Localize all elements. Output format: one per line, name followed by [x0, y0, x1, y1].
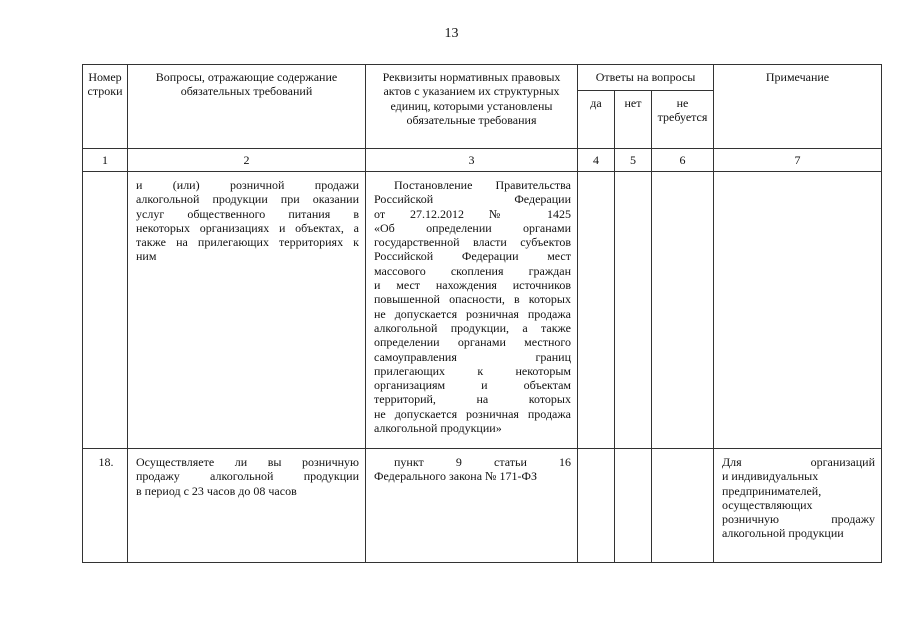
row-number: 18.: [83, 449, 128, 563]
requisite-line: алкогольной продукции, а также: [374, 320, 571, 335]
column-number: 3: [366, 149, 578, 172]
note-line: розничную продажу: [722, 512, 875, 527]
question-line: продажу алкогольной продукции: [136, 469, 359, 484]
requisite-line: Российской Федерации: [374, 192, 571, 207]
note-line: Для организаций: [722, 455, 875, 469]
question-line: услуг общественного питания в: [136, 206, 359, 221]
column-number: 1: [83, 149, 128, 172]
note-cell: [714, 449, 882, 563]
requisite-line: организациям и объектам: [374, 378, 571, 393]
requisite-line: и мест нахождения источников: [374, 278, 571, 293]
requisite-line: повышенной опасности, в которых: [374, 292, 571, 307]
requisite-line: территорий, на которых: [374, 392, 571, 407]
requisite-line: не допускается розничная продажа: [374, 306, 571, 321]
question-line: алкогольной продукции при оказании: [136, 192, 359, 207]
requisite-line: пункт 9 статьи 16: [394, 455, 571, 469]
requisite-line: самоуправления границ: [374, 349, 571, 364]
question-cell: [128, 172, 366, 449]
answer-no-cell[interactable]: [615, 449, 652, 563]
answer-yes-cell[interactable]: [578, 172, 615, 449]
note-line: и индивидуальных: [722, 469, 819, 484]
column-number: 6: [652, 149, 714, 172]
column-number: 5: [615, 149, 652, 172]
question-line: в период с 23 часов до 08 часов: [136, 483, 297, 498]
table-row: [83, 449, 882, 563]
requisite-cell: [366, 172, 578, 449]
header-note: Примечание: [714, 65, 882, 149]
question-line: и (или) розничной продажи: [136, 178, 359, 192]
question-line: некоторых организациях и объектах, а: [136, 220, 359, 235]
answer-yes-cell[interactable]: [578, 449, 615, 563]
question-line: Осуществляете ли вы розничную: [136, 455, 359, 469]
header-questions: Вопросы, отражающие содержание обязательных требований: [128, 65, 366, 149]
answer-no-cell[interactable]: [615, 172, 652, 449]
answer-not-required-cell[interactable]: [652, 449, 714, 563]
question-line: ним: [136, 249, 157, 264]
table-row: [83, 172, 882, 449]
row-number: [83, 172, 128, 449]
requisite-line: определении органами местного: [374, 335, 571, 350]
requisite-line: Федерального закона № 171-ФЗ: [374, 469, 537, 484]
answer-not-required-cell[interactable]: [652, 172, 714, 449]
header-no: нет: [615, 91, 652, 149]
header-not-required: не требуется: [652, 91, 714, 149]
header-row-number: Номер строки: [83, 65, 128, 149]
requisite-line: Российской Федерации мест: [374, 249, 571, 264]
header-requisites: Реквизиты нормативных правовых актов с указанием их структурных единиц, которыми установлены обязательные требования: [366, 65, 578, 149]
column-number: 4: [578, 149, 615, 172]
note-line: алкогольной продукции: [722, 526, 844, 541]
requisite-line: «Об определении органами: [374, 220, 571, 235]
requisite-line: от 27.12.2012 № 1425: [374, 206, 571, 221]
requisite-line: не допускается розничная продажа: [374, 406, 571, 421]
note-line: предпринимателей,: [722, 483, 822, 498]
requisite-cell: [366, 449, 578, 563]
requisite-line: массового скопления граждан: [374, 263, 571, 278]
page-number: 13: [444, 26, 459, 41]
header-yes: да: [578, 91, 615, 149]
column-number: 2: [128, 149, 366, 172]
checklist-table: [82, 64, 882, 563]
header-answers: Ответы на вопросы: [578, 65, 714, 91]
note-line: осуществляющих: [722, 497, 813, 512]
column-number: 7: [714, 149, 882, 172]
question-cell: [128, 449, 366, 563]
requisite-line: прилегающих к некоторым: [374, 363, 571, 378]
question-line: также на прилегающих территориях к: [136, 235, 359, 250]
requisite-line: государственной власти субъектов: [374, 235, 571, 250]
requisite-line: алкогольной продукции»: [374, 421, 502, 436]
note-cell: [714, 172, 882, 449]
requisite-line: Постановление Правительства: [394, 178, 571, 192]
